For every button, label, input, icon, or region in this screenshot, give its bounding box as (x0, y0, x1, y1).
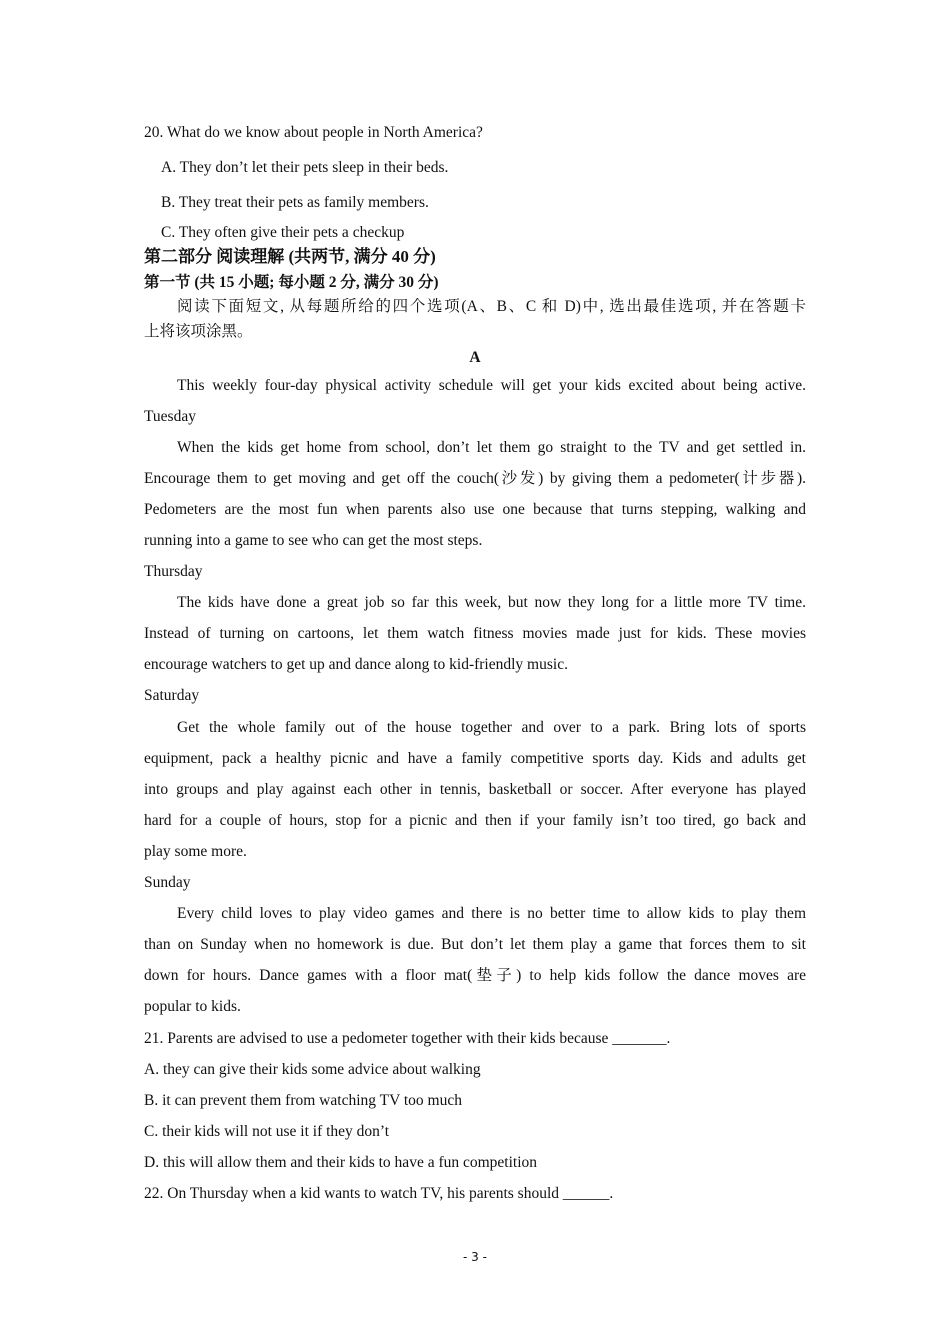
section1-heading: 第一节 (共 15 小题; 每小题 2 分, 满分 30 分) (144, 274, 439, 291)
sunday-line-3: down for hours. Dance games with a floor mat(垫子) to help kids follow the dance moves are (144, 967, 806, 984)
question-22-stem: 22. On Thursday when a kid wants to watch TV, his parents should ______. (144, 1185, 614, 1202)
tuesday-line-3: Pedometers are the most fun when parents also use one because that turns stepping, walking and (144, 501, 806, 518)
page-number: - 3 - (463, 1250, 487, 1264)
tuesday-line-2: Encourage them to get moving and get off the couch(沙发) by giving them a pedometer(计步器). (144, 470, 806, 487)
instructions-line-2: 上将该项涂黑。 (144, 323, 253, 340)
thursday-line-1: The kids have done a great job so far this week, but now they long for a little more TV time. (177, 594, 806, 611)
thursday-line-2: Instead of turning on cartoons, let them watch fitness movies made just for kids. These movies (144, 625, 806, 642)
part2-title: 第二部分 阅读理解 (共两节, 满分 40 分) (144, 247, 436, 266)
passage-label: A (469, 349, 481, 366)
tuesday-line-1: When the kids get home from school, don’t let them go straight to the TV and get settled in. (177, 439, 806, 456)
saturday-line-4: hard for a couple of hours, stop for a picnic and then if your family isn’t too tired, go back and (144, 812, 806, 829)
question-20-option-c: C. They often give their pets a checkup (161, 224, 405, 241)
saturday-line-5: play some more. (144, 843, 247, 860)
question-21-option-b: B. it can prevent them from watching TV too much (144, 1092, 462, 1109)
saturday-line-1: Get the whole family out of the house together and over to a park. Bring lots of sports (177, 719, 806, 736)
tuesday-line-4: running into a game to see who can get the most steps. (144, 532, 483, 549)
instructions-line-1: 阅读下面短文, 从每题所给的四个选项(A、B、C 和 D)中, 选出最佳选项, 并在答题卡 (177, 298, 806, 315)
question-21-option-d: D. this will allow them and their kids to have a fun competition (144, 1154, 538, 1171)
sunday-line-1: Every child loves to play video games and there is no better time to allow kids to play them (177, 905, 806, 922)
day-heading-tuesday: Tuesday (144, 408, 196, 425)
sunday-line-4: popular to kids. (144, 998, 241, 1015)
passage-intro: This weekly four-day physical activity schedule will get your kids excited about being active. (177, 377, 806, 394)
day-heading-saturday: Saturday (144, 687, 200, 704)
day-heading-thursday: Thursday (144, 563, 203, 580)
question-20-option-a: A. They don’t let their pets sleep in their beds. (161, 159, 449, 176)
question-21-option-a: A. they can give their kids some advice about walking (144, 1061, 481, 1078)
question-21-stem: 21. Parents are advised to use a pedometer together with their kids because _______. (144, 1030, 671, 1047)
day-heading-sunday: Sunday (144, 874, 191, 891)
saturday-line-3: into groups and play against each other in tennis, basketball or soccer. After everyone has played (144, 781, 806, 798)
question-21-option-c: C. their kids will not use it if they don’t (144, 1123, 390, 1140)
question-20-stem: 20. What do we know about people in North America? (144, 124, 483, 141)
thursday-line-3: encourage watchers to get up and dance along to kid-friendly music. (144, 656, 568, 673)
question-20-option-b: B. They treat their pets as family members. (161, 194, 429, 211)
sunday-line-2: than on Sunday when no homework is due. But don’t let them play a game that forces them to sit (144, 936, 806, 953)
saturday-line-2: equipment, pack a healthy picnic and have a family competitive sports day. Kids and adults get (144, 750, 806, 767)
